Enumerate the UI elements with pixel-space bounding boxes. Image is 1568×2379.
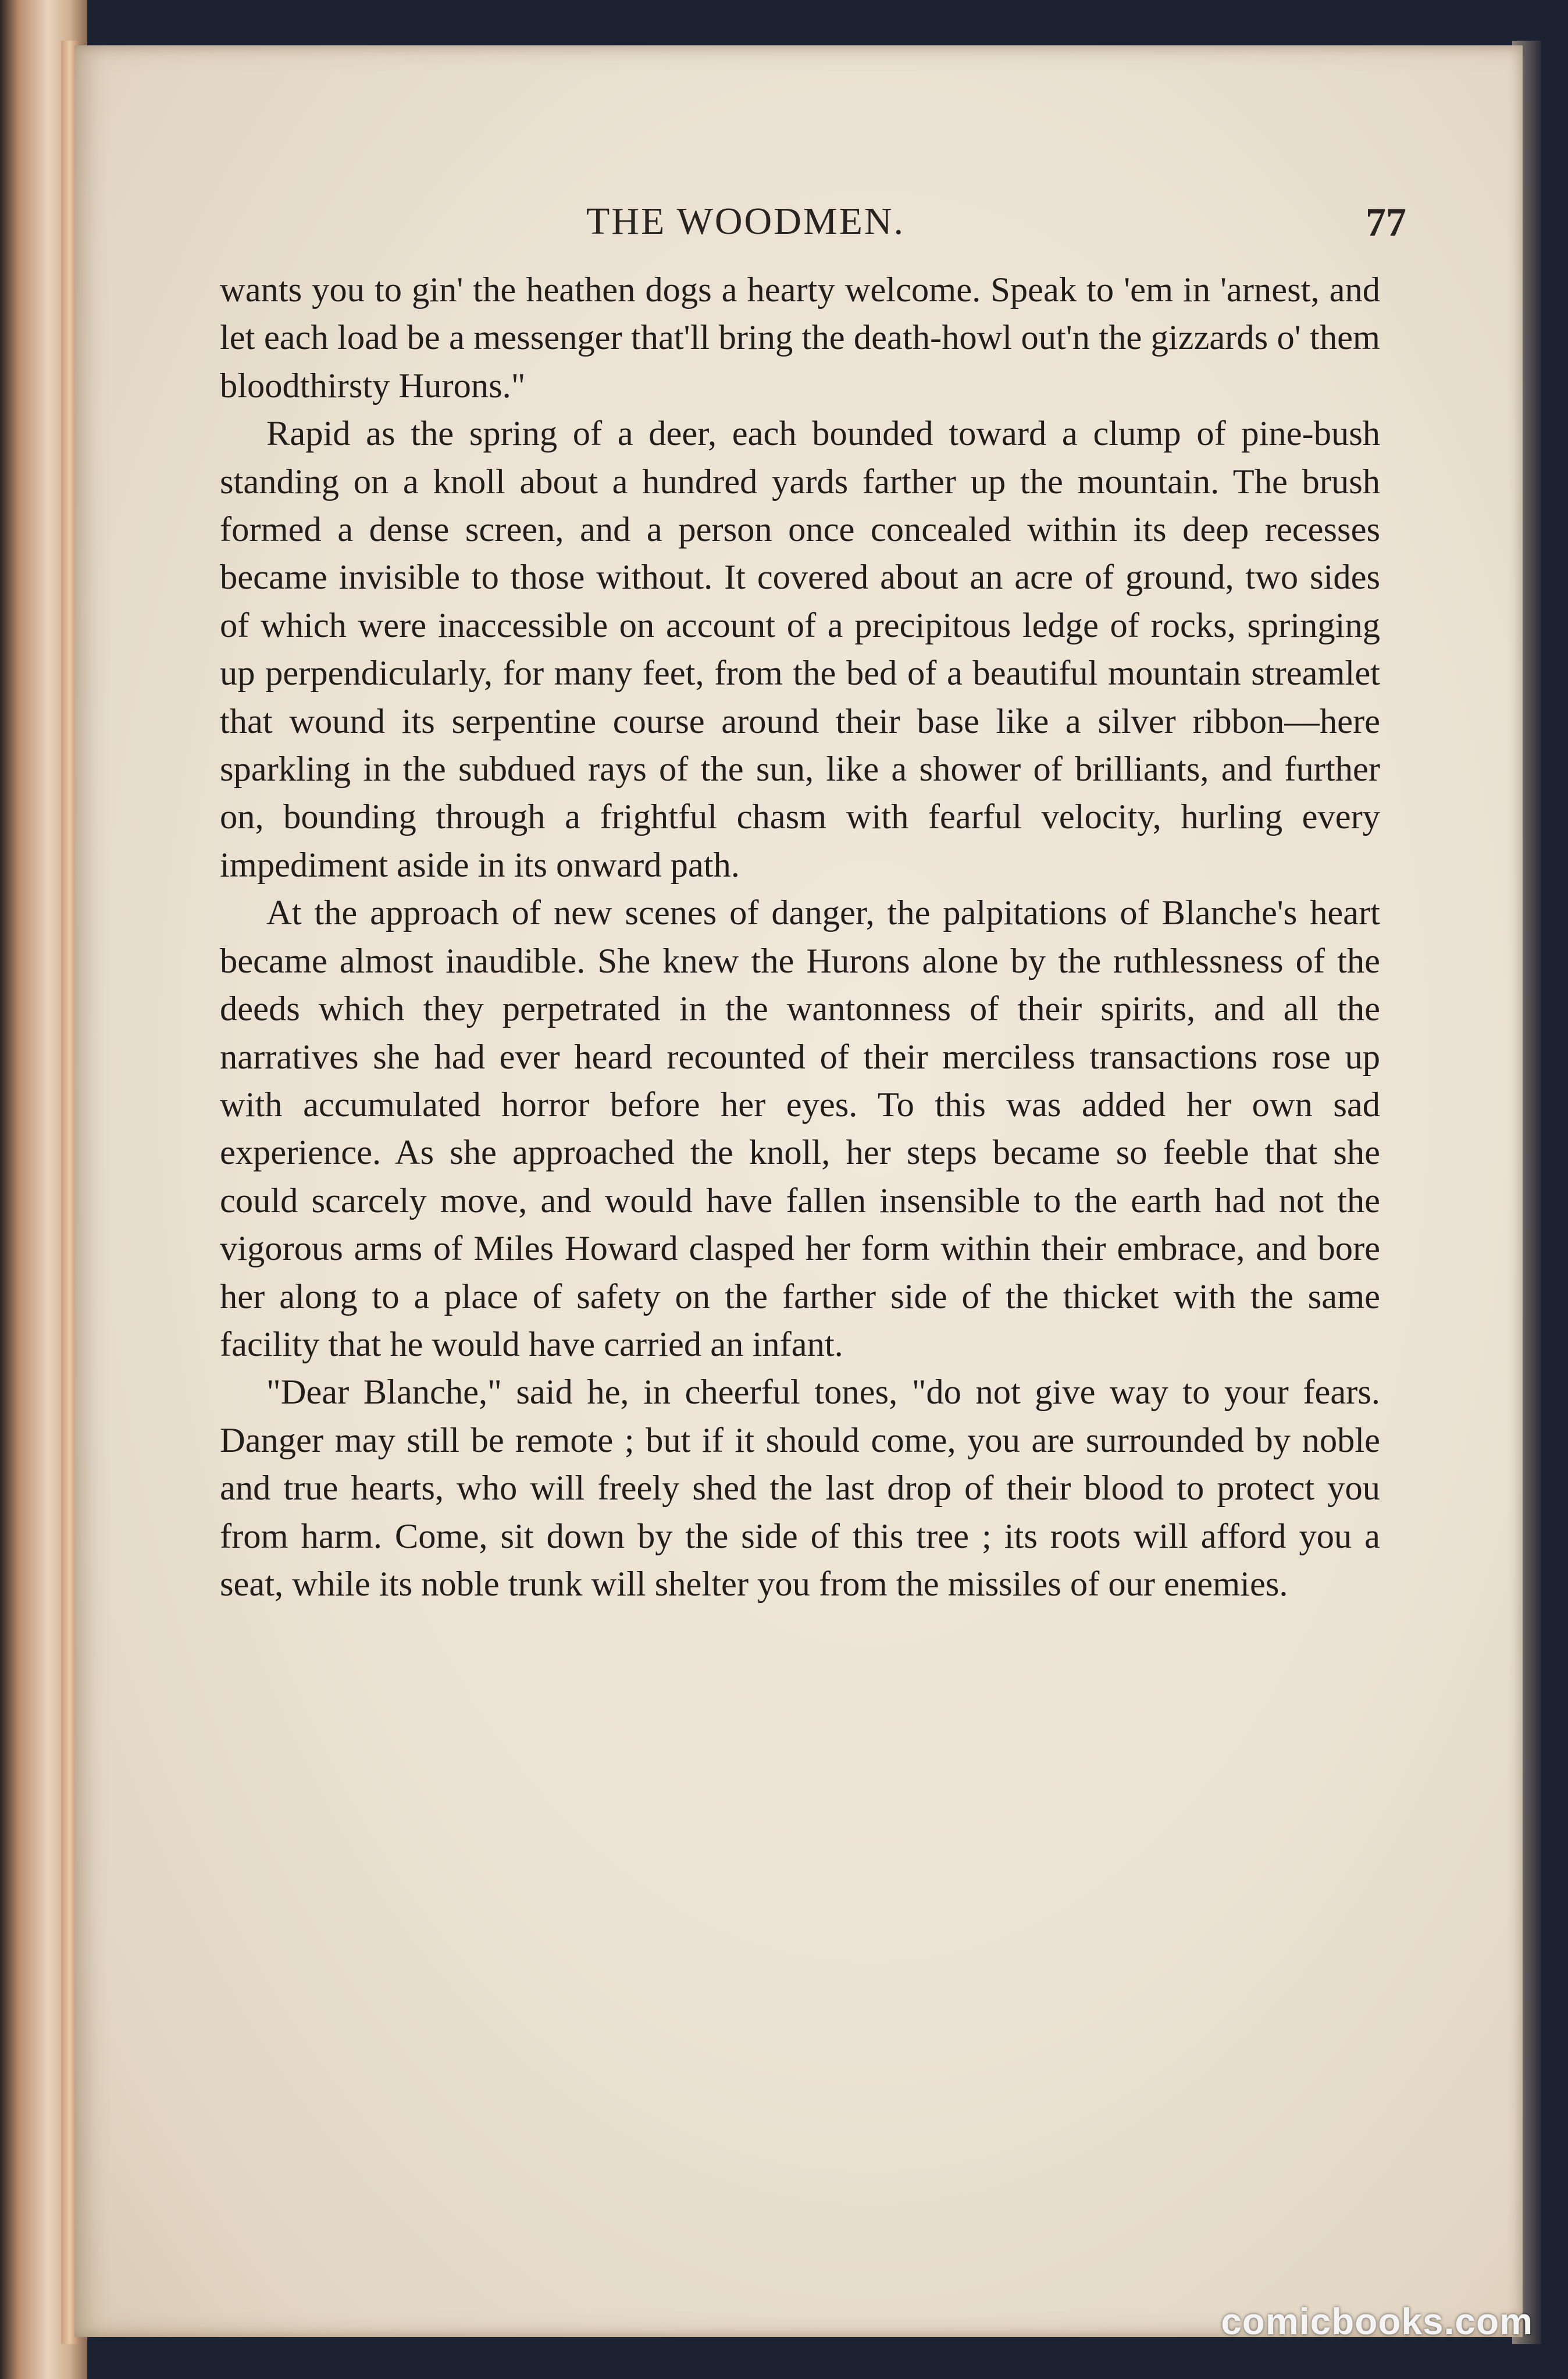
watermark: comicbooks.com xyxy=(1221,2300,1533,2342)
running-head-title: THE WOODMEN. xyxy=(586,200,906,243)
book-page xyxy=(74,45,1523,2337)
body-text xyxy=(220,266,1380,1608)
running-head xyxy=(74,200,1523,246)
page-number: 77 xyxy=(1366,200,1406,245)
paragraph-1: wants you to gin' the heathen dogs a hearty welcome. Speak to 'em in 'arnest, and let each load be a messenger that'll bring the death-howl out'n the gizzards o' them bloodthirsty Hurons." xyxy=(220,270,1380,405)
paragraph-2: Rapid as the spring of a deer, each bounded toward a clump of pine-bush standing on a knoll about a hundred yards farther up the mountain. The brush formed a dense screen, and a person once concealed within its deep recesses became invisible to those without. It covered about an acre of ground, two sides of which were inaccessible on account of a precipitous ledge of rocks, springing up perpendicularly, for many feet, from the bed of a beautiful mountain streamlet that wound its serpentine course around their base like a silver ribbon—here sparkling in the subdued rays of the sun, like a shower of brilliants, and further on, bounding through a frightful chasm with fearful velocity, hurling every impediment aside in its onward path. xyxy=(220,414,1380,885)
paragraph-4: "Dear Blanche," said he, in cheerful tones, "do not give way to your fears. Danger may still be remote ; but if it should come, you are surrounded by noble and true hearts, who will freely shed the last drop of their blood to protect you from harm. Come, sit down by the side of this tree ; its roots will afford you a seat, while its noble trunk will shelter you from the missiles of our enemies. xyxy=(220,1373,1380,1604)
paragraph-3: At the approach of new scenes of danger, the palpitations of Blanche's heart became almost inaudible. She knew the Hurons alone by the ruthlessness of the deeds which they perpetrated in the wantonness of their spirits, and all the narratives she had ever heard recounted of their merciless transactions rose up with accumulated horror before her eyes. To this was added her own sad experience. As she approached the knoll, her steps became so feeble that she could scarcely move, and would have fallen insensible to the earth had not the vigorous arms of Miles Howard clasped her form within their embrace, and bore her along to a place of safety on the farther side of the thicket with the same facility that he would have carried an infant. xyxy=(220,893,1380,1364)
